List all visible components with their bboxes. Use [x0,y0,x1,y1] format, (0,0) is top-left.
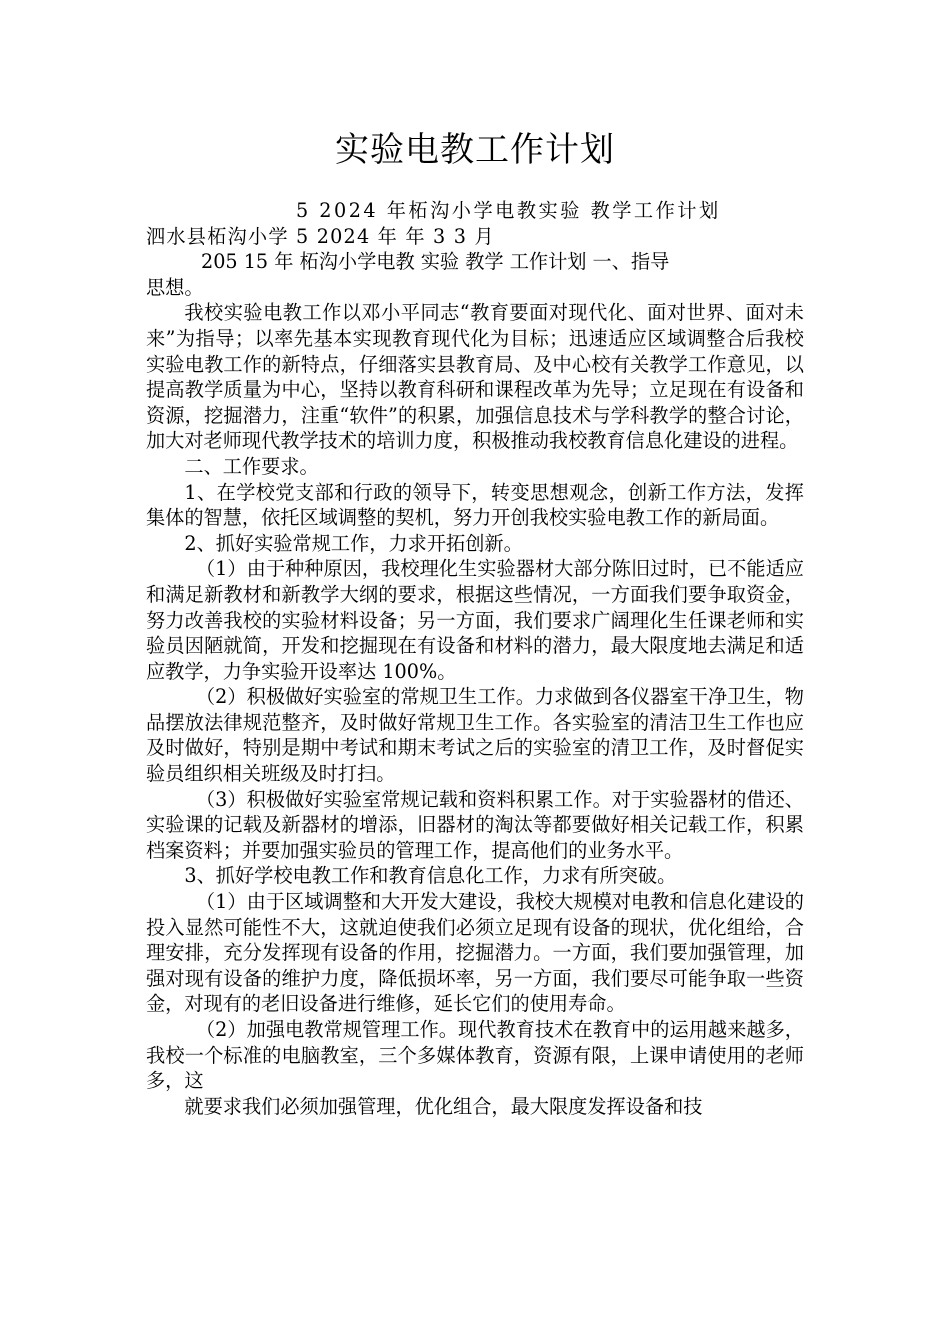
paragraph: 就要求我们必须加强管理，优化组合，最大限度发挥设备和技 [184,1094,703,1118]
header-tail: 思想。 [146,275,204,299]
paragraph: 1、在学校党支部和行政的领导下，转变思想观念，创新工作方法，发挥集体的智慧，依托区域调整的契机，努力开创我校实验电教工作的新局面。 [146,480,804,530]
paragraph: （2）加强电教常规管理工作。现代教育技术在教育中的运用越来越多，我校一个标准的电脑教室，三个多媒体教育，资源有限，上课申请使用的老师多，这 [146,1018,804,1093]
paragraph: 3、抓好学校电教工作和教育信息化工作，力求有所突破。 [184,864,677,888]
document-body [146,198,804,1119]
header-line: 泗水县柘沟小学 5 2024 年 年 3 3 月 [146,224,495,248]
paragraph: （1）由于区域调整和大开发大建设，我校大规模对电教和信息化建设的投入显然可能性不大，这就迫使我们必须立足现有设备的现状，优化组给，合理安排，充分发挥现有设备的作用，挖掘潜力。一方面，我们要加强管理，加强对现有设备的维护力度，降低损坏率，另一方面，我们要尽可能争取一些资金，对现有的老旧设备进行维修，延长它们的使用寿命。 [146,890,804,1016]
document-title: 实验电教工作计划 [335,130,615,170]
paragraph: 2、抓好实验常规工作，力求开拓创新。 [184,531,523,555]
paragraph: 我校实验电教工作以邓小平同志“教育要面对现代化、面对世界、面对未来”为指导；以率先基本实现教育现代化为目标；迅速适应区域调整合后我校实验电教工作的新特点，仔细落实县教育局、及中心校有关教学工作意见，以提高教学质量为中心，坚持以教育科研和课程改革为先导；立足现在有设备和资源，挖掘潜力，注重“软件”的积累，加强信息技术与学科教学的整合讨论，加大对老师现代教学技术的培训力度，积极推动我校教育信息化建设的进程。 [146,301,804,453]
header-line: 205 15 年 柘沟小学电教 实验 教学 工作计划 一、指导 [201,250,670,274]
paragraph: （1）由于种种原因，我校理化生实验器材大部分陈旧过时，已不能适应和满足新教材和新教学大纲的要求，根据这些情况，一方面我们要争取资金，努力改善我校的实验材料设备；另一方面，我们要求广阔理化生任课老师和实验员因陋就简，开发和挖掘现在有设备和材料的潜力，最大限度地去满足和适应教学，力争实验开设率达 100%。 [146,557,804,683]
header-line: 5 2024 年柘沟小学电教实验 教学工作计划 [296,199,721,222]
paragraph: （2）积极做好实验室的常规卫生工作。力求做到各仪器室干净卫生，物品摆放法律规范整齐，及时做好常规卫生工作。各实验室的清洁卫生工作也应及时做好，特别是期中考试和期末考试之后的实验室的清卫工作，及时督促实验员组织相关班级及时打扫。 [146,685,804,786]
section-heading: 二、工作要求。 [184,454,319,478]
paragraph: （3）积极做好实验室常规记载和资料积累工作。对于实验器材的借还、实验课的记载及新器材的增添，旧器材的淘汰等都要做好相关记载工作，积累档案资料；并要加强实验员的管理工作，提高他们的业务水平。 [146,787,804,862]
